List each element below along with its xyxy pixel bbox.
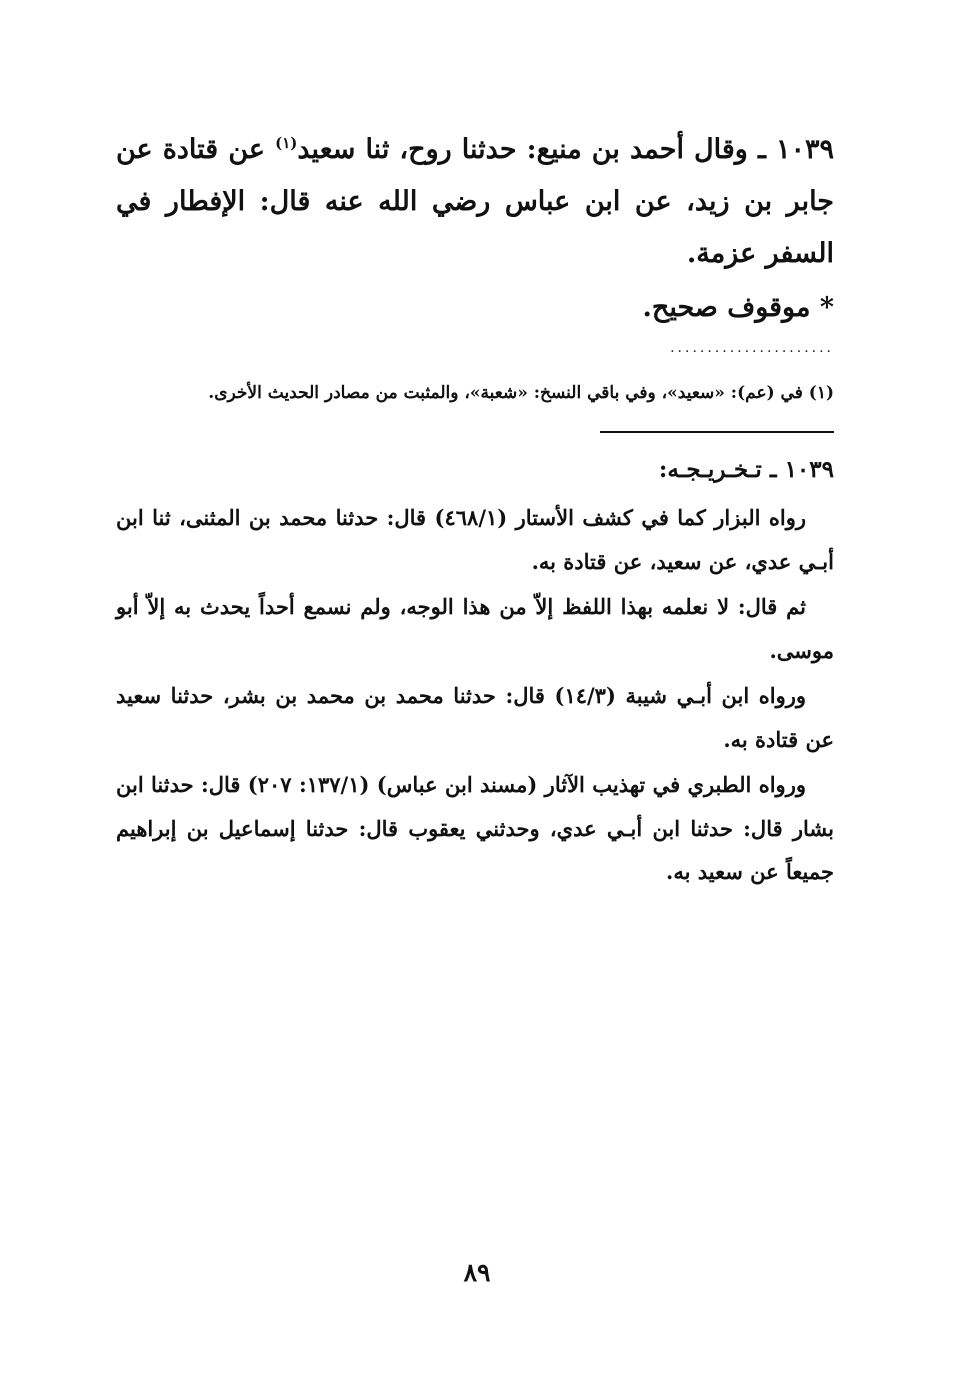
hadith-dash: ـ: [757, 134, 766, 165]
page-number: ٨٩: [463, 1258, 491, 1287]
hadith-text: [116, 124, 834, 280]
section-divider: [600, 431, 834, 433]
footnote-separator: ......................: [670, 340, 834, 356]
hadith-number: ١٠٣٩: [775, 134, 834, 165]
takhrij-paragraph: ورواه الطبري في تهذيب الآثار (مسند ابن عباس) (١٣٧/١: ٢٠٧) قال: حدثنا ابن بشار قال: حدثنا ابن أبـي عدي، وحدثني يعقوب قال: حدثنا إسماعيل بن إبراهيم جميعاً عن سعيد به.: [116, 772, 834, 884]
takhrij-heading: ١٠٣٩ ـ تـخـريـجـه:: [658, 456, 834, 483]
footnote-reference: (١): [275, 134, 298, 152]
takhrij-paragraph: رواه البزار كما في كشف الأستار (٤٦٨/١) قال: حدثنا محمد بن المثنى، ثنا ابن أبـي عدي، عن سعيد، عن قتادة به.: [116, 505, 834, 574]
takhrij-paragraph: ثم قال: لا نعلمه بهذا اللفظ إلاّ من هذا الوجه، ولم نسمع أحداً يحدث به إلاّ أبو موسى.: [116, 594, 834, 663]
hadith-text-part1: وقال أحمد بن منيع: حدثنا روح، ثنا سعيد: [297, 134, 748, 165]
hadith-text-part2: عن قتادة عن جابر بن زيد، عن ابن عباس رضي الله عنه قال: الإفطار في السفر عزمة.: [116, 134, 834, 269]
takhrij-paragraph: ورواه ابن أبـي شيبة (١٤/٣) قال: حدثنا محمد بن محمد بن بشر، حدثنا سعيد عن قتادة به.: [116, 683, 834, 752]
takhrij-body: [116, 496, 834, 896]
hadith-verdict: * موقوف صحيح.: [642, 292, 834, 323]
footnote: (١) في (عم): «سعيد»، وفي باقي النسخ: «شعبة»، والمثبت من مصادر الحديث الأخرى.: [208, 383, 834, 403]
